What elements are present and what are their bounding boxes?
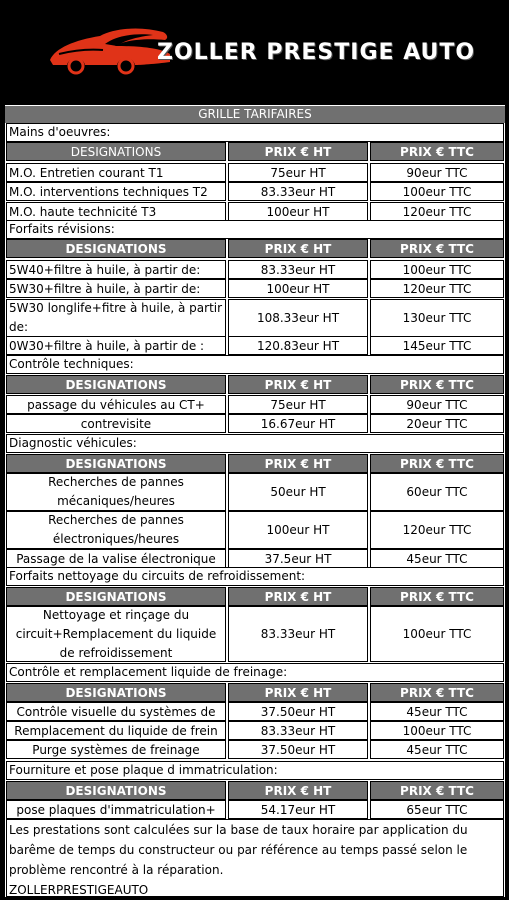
designation-cell: 5W40+filtre à huile, à partir de: xyxy=(6,260,226,279)
column-header-designations: DESIGNATIONS xyxy=(6,239,226,258)
column-header-ht: PRIX € HT xyxy=(228,454,368,473)
sheet-title: GRILLE TARIFAIRES xyxy=(5,106,505,123)
price-ttc-cell: 100eur TTC xyxy=(370,260,504,279)
designation-cell: M.O. interventions techniques T2 xyxy=(6,182,226,201)
column-header-ttc: PRIX € TTC xyxy=(370,781,504,800)
column-header-designations: DESIGNATIONS xyxy=(6,142,226,161)
price-ttc-cell: 100eur TTC xyxy=(370,182,504,201)
signature: ZOLLERPRESTIGEAUTO xyxy=(9,883,149,897)
pricing-note: Les prestations sont calculées sur la base de taux horaire par application du barême de temps du constructeur ou par référence au temps passé selon le problème rencontré à la réparation. xyxy=(9,823,468,877)
price-ht-cell: 120.83eur HT xyxy=(228,336,368,355)
column-header-designations: DESIGNATIONS xyxy=(6,683,226,702)
price-ht-cell: 83.33eur HT xyxy=(228,606,368,662)
price-ht-cell: 83.33eur HT xyxy=(228,721,368,740)
price-ht-cell: 54.17eur HT xyxy=(228,800,368,819)
price-ht-cell: 100eur HT xyxy=(228,279,368,298)
designation-cell: pose plaques d'immatriculation+ xyxy=(6,800,226,819)
price-ht-cell: 83.33eur HT xyxy=(228,182,368,201)
price-ht-cell: 75eur HT xyxy=(228,163,368,182)
price-ht-cell: 16.67eur HT xyxy=(228,414,368,433)
price-ht-cell: 37.50eur HT xyxy=(228,702,368,721)
price-ttc-cell: 45eur TTC xyxy=(370,549,504,568)
column-header-ttc: PRIX € TTC xyxy=(370,683,504,702)
price-ttc-cell: 120eur TTC xyxy=(370,279,504,298)
column-header-ht: PRIX € HT xyxy=(228,587,368,606)
section-title: Contrôle techniques: xyxy=(6,355,504,374)
column-header-ht: PRIX € HT xyxy=(228,781,368,800)
price-ttc-cell: 65eur TTC xyxy=(370,800,504,819)
price-ttc-cell: 100eur TTC xyxy=(370,721,504,740)
column-header-designations: DESIGNATIONS xyxy=(6,781,226,800)
price-ttc-cell: 130eur TTC xyxy=(370,299,504,337)
section-title: Mains d'oeuvres: xyxy=(6,123,504,142)
price-sheet xyxy=(4,104,506,898)
section-title: Contrôle et remplacement liquide de freinage: xyxy=(6,663,504,682)
section-title: Forfaits révisions: xyxy=(6,220,504,239)
column-header-ht: PRIX € HT xyxy=(228,239,368,258)
column-header-ttc: PRIX € TTC xyxy=(370,587,504,606)
designation-cell: 0W30+filtre à huile, à partir de : xyxy=(6,336,226,355)
designation-cell: 5W30 longlife+fitre à huile, à partir de: xyxy=(6,299,226,337)
price-ttc-cell: 60eur TTC xyxy=(370,473,504,511)
designation-cell: passage du véhicules au CT+ xyxy=(6,395,226,414)
sports-car-logo-icon xyxy=(45,18,175,78)
designation-cell: M.O. Entretien courant T1 xyxy=(6,163,226,182)
designation-cell: Remplacement du liquide de frein xyxy=(6,721,226,740)
designation-cell: M.O. haute technicité T3 xyxy=(6,202,226,221)
price-ttc-cell: 45eur TTC xyxy=(370,740,504,759)
price-ht-cell: 100eur HT xyxy=(228,511,368,549)
section-title: Forfaits nettoyage du circuits de refroidissement: xyxy=(6,567,504,586)
column-header-ttc: PRIX € TTC xyxy=(370,454,504,473)
price-ht-cell: 75eur HT xyxy=(228,395,368,414)
price-ht-cell: 37.5eur HT xyxy=(228,549,368,568)
column-header-ht: PRIX € HT xyxy=(228,375,368,394)
section-title: Fourniture et pose plaque d immatriculation: xyxy=(6,761,504,780)
brand-name: ZOLLER PRESTIGE AUTO xyxy=(157,40,476,65)
column-header-ht: PRIX € HT xyxy=(228,683,368,702)
price-ttc-cell: 90eur TTC xyxy=(370,395,504,414)
price-ttc-cell: 100eur TTC xyxy=(370,606,504,662)
column-header-ht: PRIX € HT xyxy=(228,142,368,161)
designation-cell: Nettoyage et rinçage du circuit+Remplacement du liquide de refroidissement xyxy=(6,606,226,662)
column-header-ttc: PRIX € TTC xyxy=(370,239,504,258)
price-ttc-cell: 120eur TTC xyxy=(370,202,504,221)
designation-cell: Contrôle visuelle du systèmes de xyxy=(6,702,226,721)
column-header-designations: DESIGNATIONS xyxy=(6,454,226,473)
column-header-designations: DESIGNATIONS xyxy=(6,587,226,606)
footer-note-box xyxy=(6,819,504,897)
price-ttc-cell: 45eur TTC xyxy=(370,702,504,721)
price-ht-cell: 100eur HT xyxy=(228,202,368,221)
column-header-designations: DESIGNATIONS xyxy=(6,375,226,394)
price-ttc-cell: 90eur TTC xyxy=(370,163,504,182)
price-ttc-cell: 145eur TTC xyxy=(370,336,504,355)
designation-cell: Recherches de pannes électroniques/heures xyxy=(6,511,226,549)
designation-cell: 5W30+filtre à huile, à partir de: xyxy=(6,279,226,298)
price-ht-cell: 37.50eur HT xyxy=(228,740,368,759)
price-ht-cell: 108.33eur HT xyxy=(228,299,368,337)
column-header-ttc: PRIX € TTC xyxy=(370,142,504,161)
section-title: Diagnostic véhicules: xyxy=(6,434,504,453)
designation-cell: contrevisite xyxy=(6,414,226,433)
column-header-ttc: PRIX € TTC xyxy=(370,375,504,394)
price-ht-cell: 83.33eur HT xyxy=(228,260,368,279)
price-ht-cell: 50eur HT xyxy=(228,473,368,511)
designation-cell: Purge systèmes de freinage xyxy=(6,740,226,759)
designation-cell: Recherches de pannes mécaniques/heures xyxy=(6,473,226,511)
header xyxy=(0,0,509,104)
price-ttc-cell: 20eur TTC xyxy=(370,414,504,433)
designation-cell: Passage de la valise électronique xyxy=(6,549,226,568)
price-ttc-cell: 120eur TTC xyxy=(370,511,504,549)
